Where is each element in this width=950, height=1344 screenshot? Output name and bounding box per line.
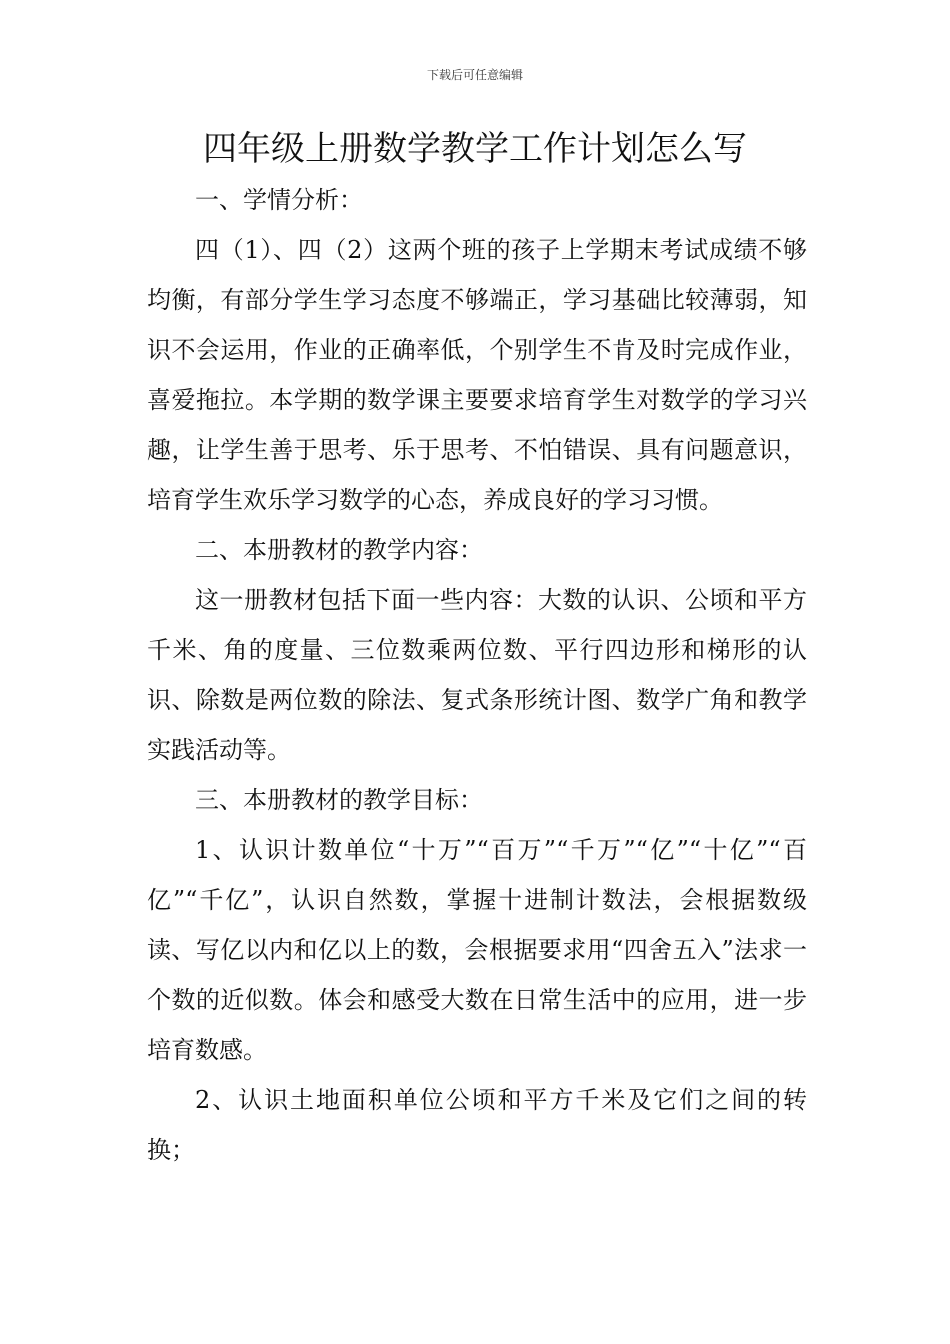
section-heading-content: 二、本册教材的教学内容：: [195, 536, 483, 564]
goal-item-2: 2、认识土地面积单位公顷和平方千米及它们之间的转换；: [147, 1086, 807, 1164]
section-heading-analysis: 一、学情分析：: [195, 186, 363, 214]
document-title: 四年级上册数学教学工作计划怎么写: [203, 129, 747, 169]
section-heading-goals: 三、本册教材的教学目标：: [195, 786, 483, 814]
page-header-note: 下载后可任意编辑: [426, 68, 523, 82]
document-body: [147, 175, 807, 1175]
goal-item-1: 1、认识计数单位“十万”“百万”“千万”“亿”“十亿”“百亿”“千亿”，认识自然数，掌握十进制计数法，会根据数级读、写亿以内和亿以上的数，会根据要求用“四舍五入”法求一个数的近似数。体会和感受大数在日常生活中的应用，进一步培育数感。: [147, 836, 807, 1064]
paragraph-content: 这一册教材包括下面一些内容：大数的认识、公顷和平方千米、角的度量、三位数乘两位数、平行四边形和梯形的认识、除数是两位数的除法、复式条形统计图、数学广角和教学实践活动等。: [147, 586, 807, 764]
paragraph-analysis: 四（1）、四（2）这两个班的孩子上学期末考试成绩不够均衡，有部分学生学习态度不够端正，学习基础比较薄弱，知识不会运用，作业的正确率低，个别学生不肯及时完成作业，喜爱拖拉。本学期的数学课主要要求培育学生对数学的学习兴趣，让学生善于思考、乐于思考、不怕错误、具有问题意识，培育学生欢乐学习数学的心态，养成良好的学习习惯。: [147, 236, 807, 514]
